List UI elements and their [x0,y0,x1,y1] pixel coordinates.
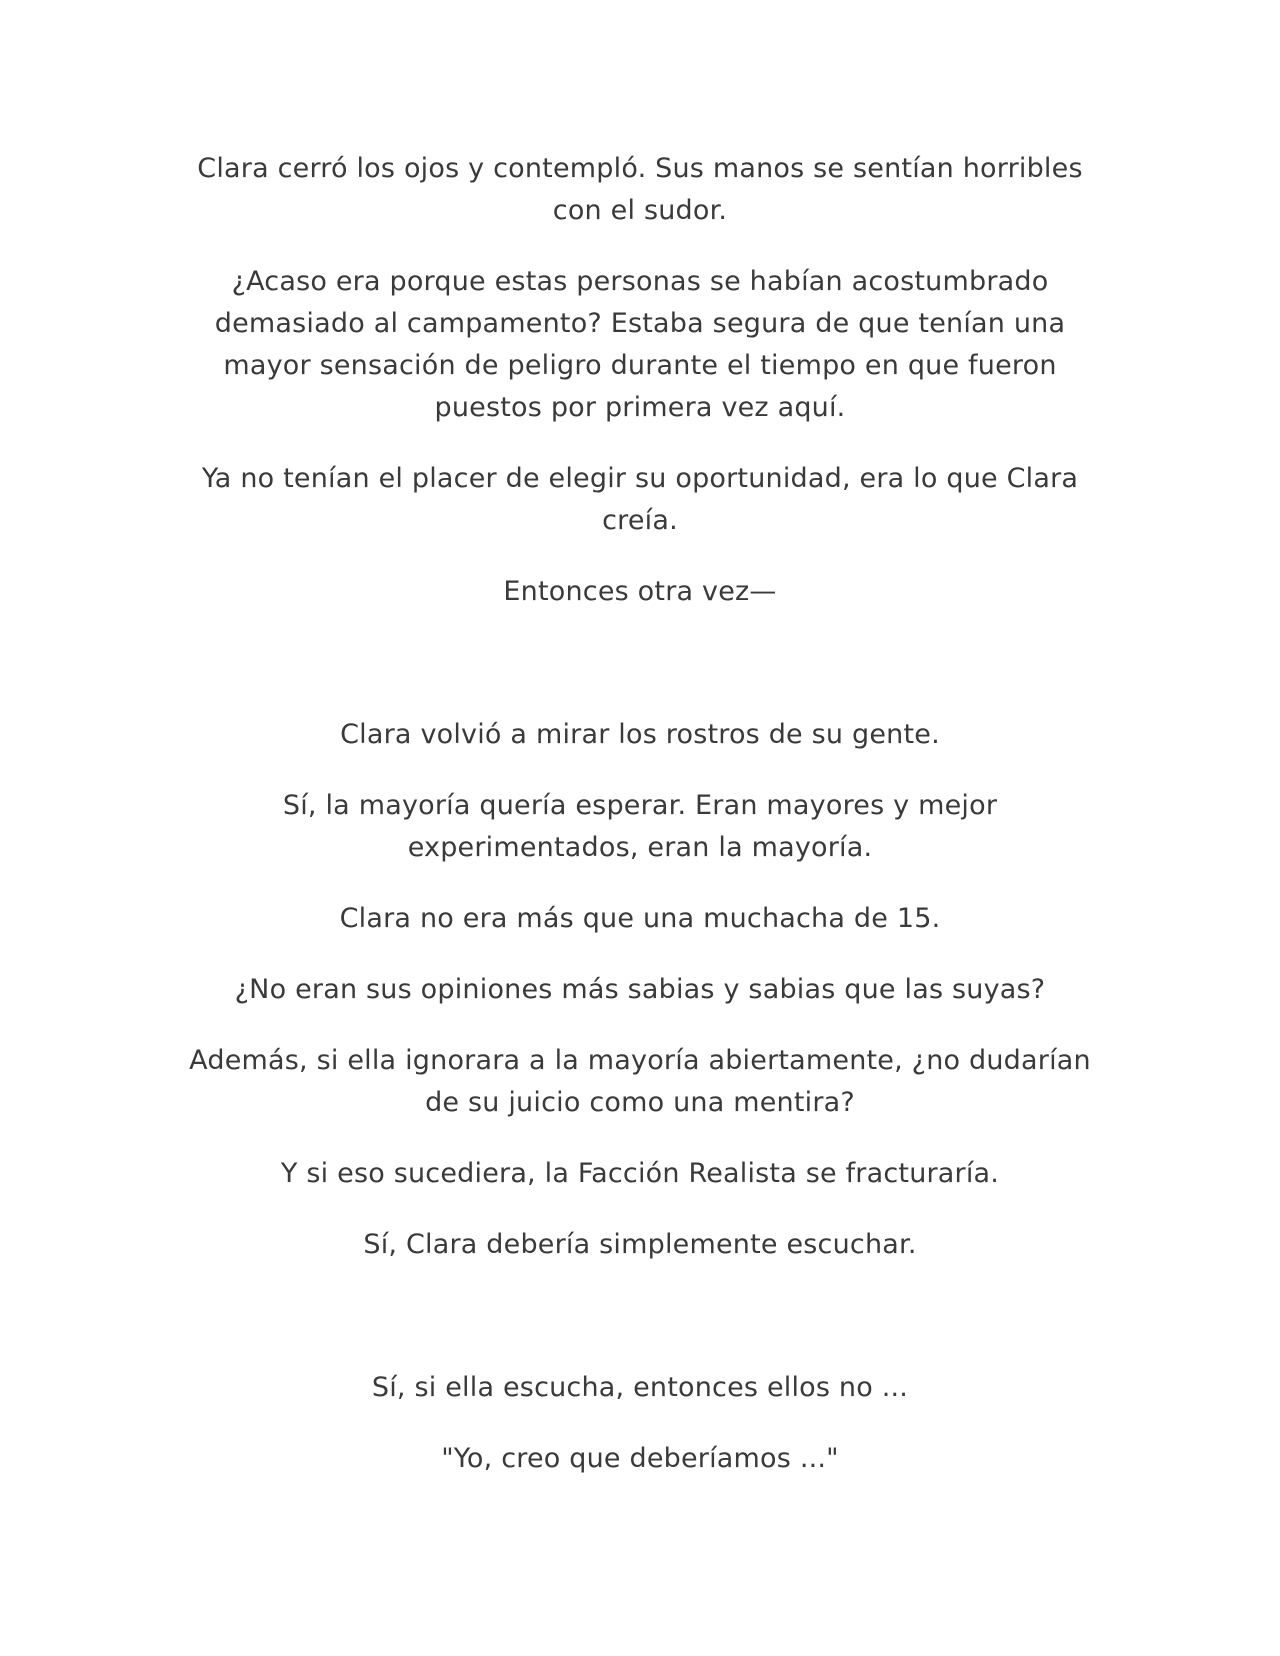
paragraph: Y si eso sucediera, la Facción Realista se fracturaría. [280,1158,1000,1189]
paragraph: ¿No eran sus opiniones más sabias y sabias que las suyas? [234,974,1046,1005]
paragraph: "Yo, creo que deberíamos ..." [441,1443,839,1474]
paragraph: Clara cerró los ojos y contempló. Sus manos se sentían horribles con el sudor. [197,153,1083,226]
paragraph: Clara no era más que una muchacha de 15. [339,903,941,934]
paragraph: Sí, si ella escucha, entonces ellos no ... [371,1372,909,1403]
document-body [170,148,1110,1509]
paragraph: Sí, la mayoría quería esperar. Eran mayores y mejor experimentados, eran la mayoría. [282,790,998,863]
section-break [170,642,1110,714]
section-break [170,1295,1110,1367]
paragraph: Además, si ella ignorara a la mayoría abiertamente, ¿no dudarían de su juicio como una mentira? [189,1045,1091,1118]
paragraph: Entonces otra vez— [503,576,777,607]
paragraph: Sí, Clara debería simplemente escuchar. [363,1229,917,1260]
paragraph: ¿Acaso era porque estas personas se habían acostumbrado demasiado al campamento? Estaba segura de que tenían una mayor sensación de peligro durante el tiempo en que fueron puestos por primera vez aquí. [214,266,1066,423]
paragraph: Clara volvió a mirar los rostros de su gente. [340,719,940,750]
paragraph: Ya no tenían el placer de elegir su oportunidad, era lo que Clara creía. [201,463,1079,536]
